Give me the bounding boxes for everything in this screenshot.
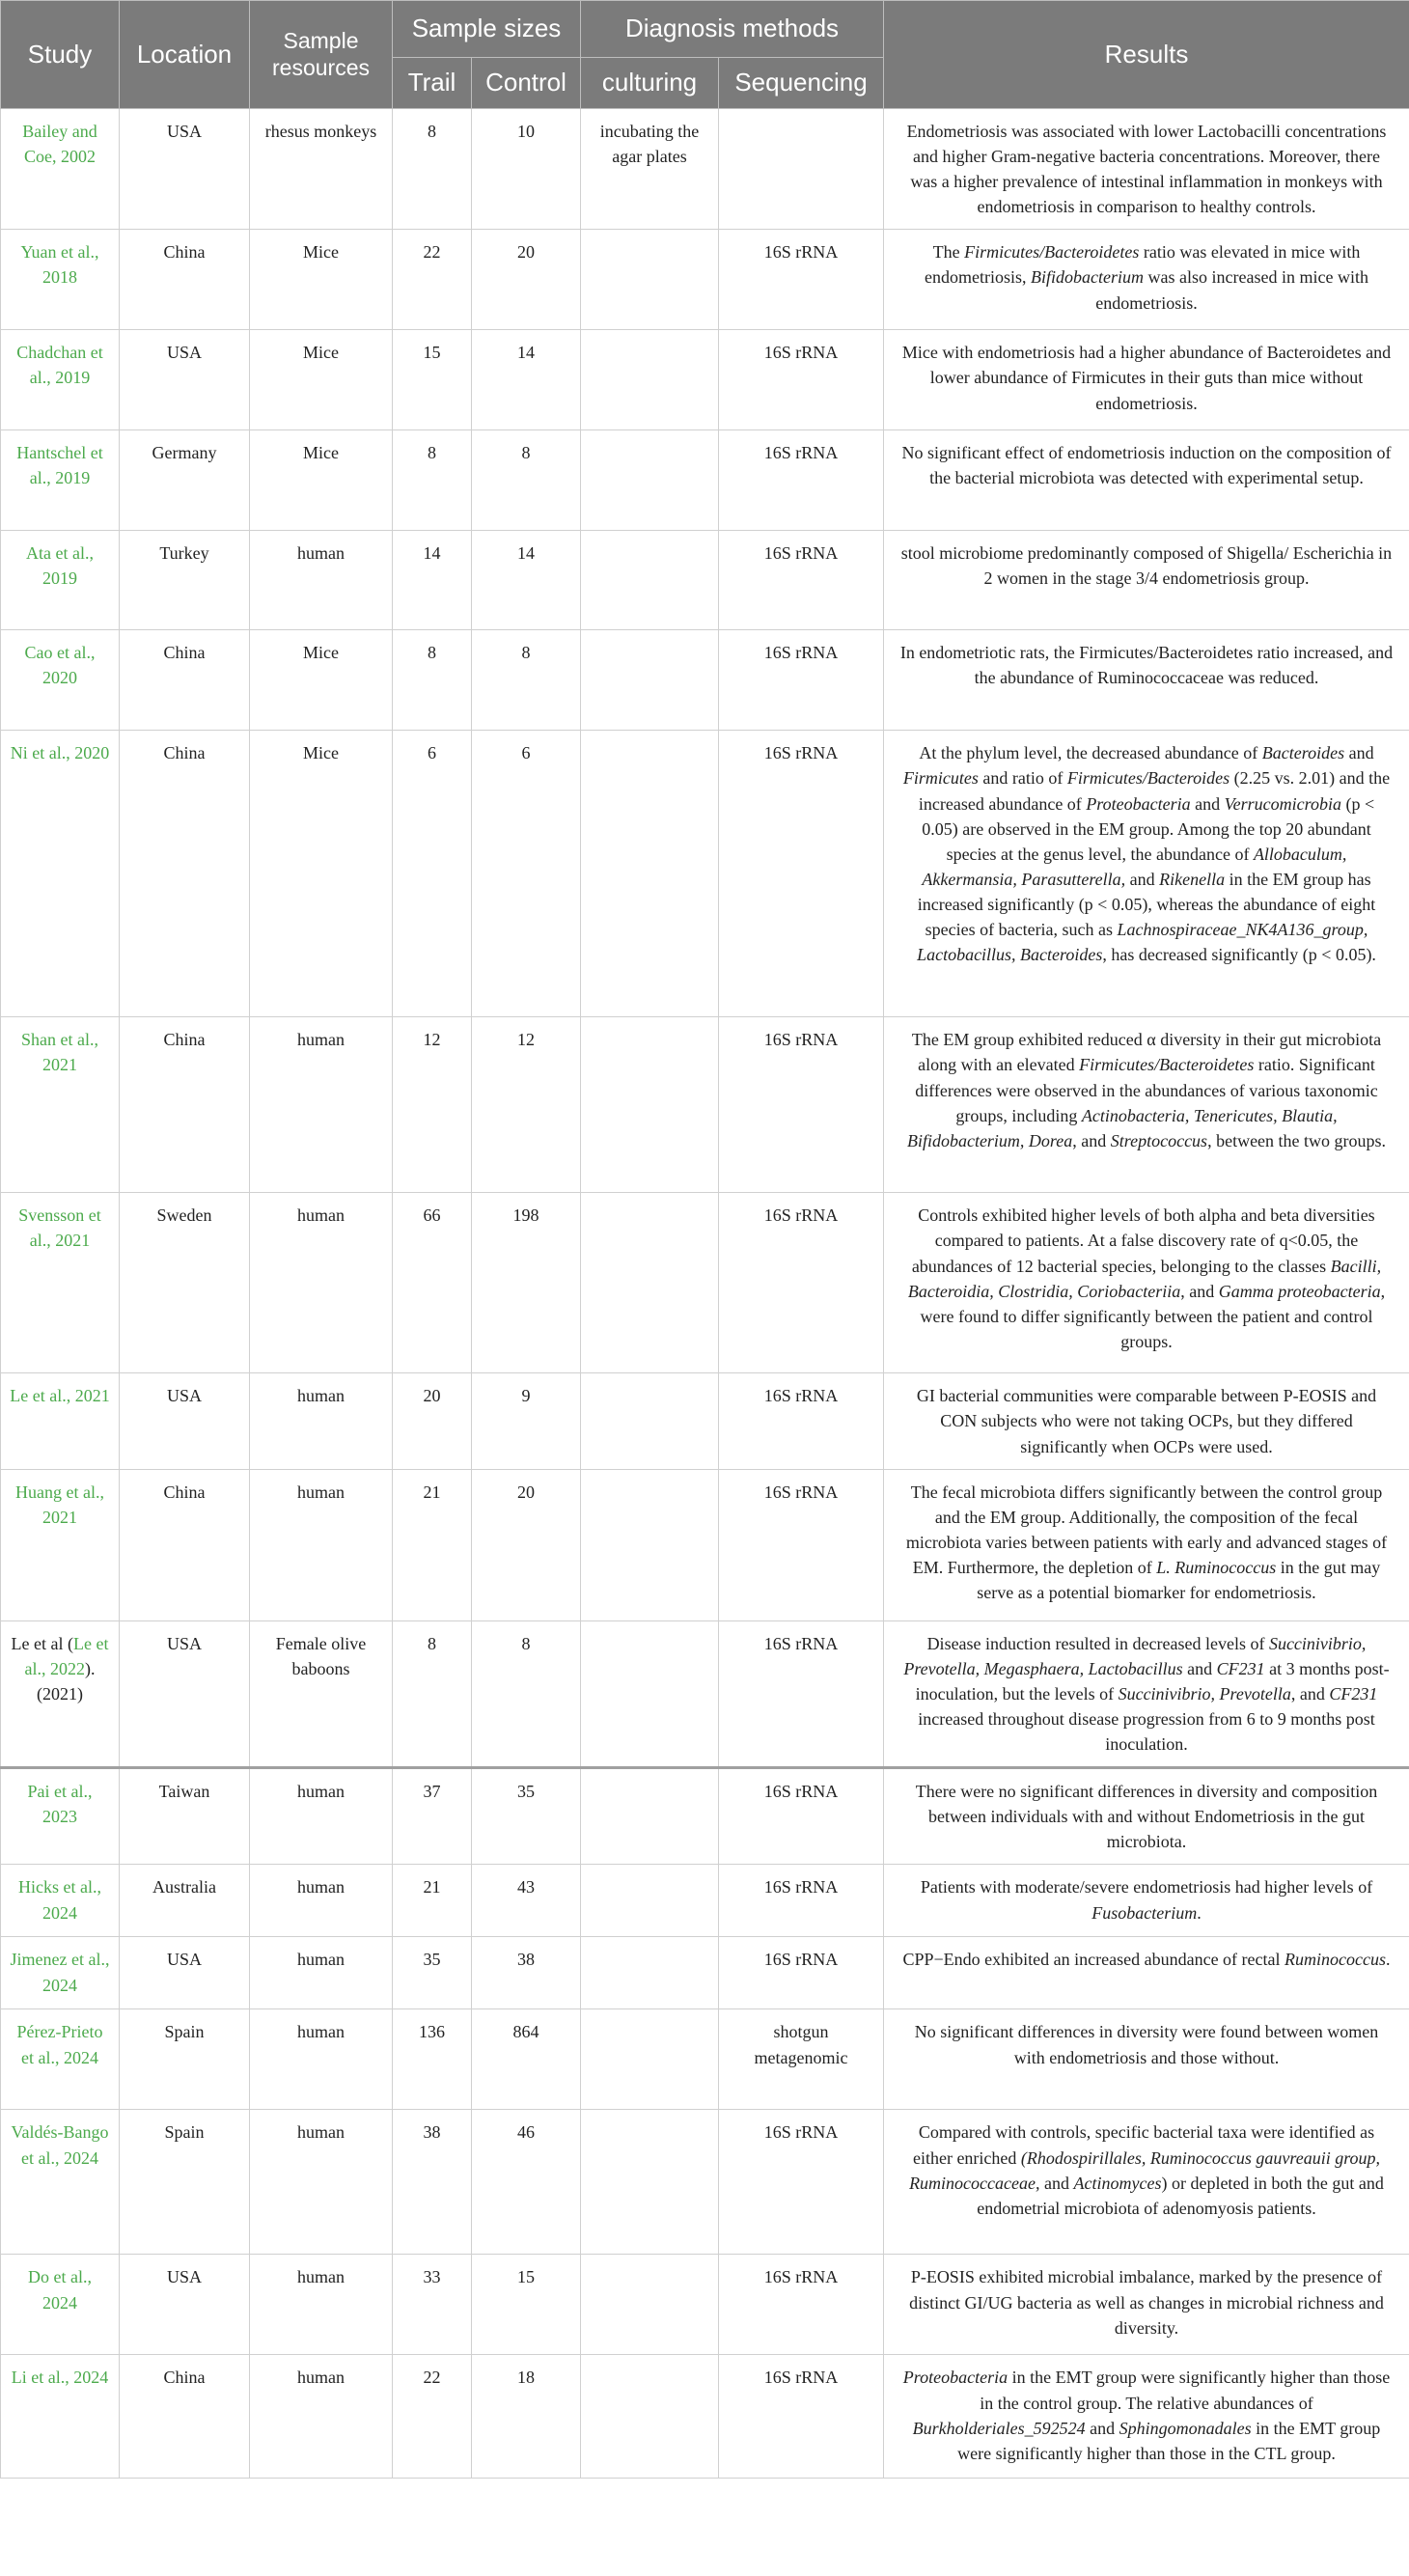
resource-cell: human [250,2009,393,2110]
table-row [1,1620,1409,1767]
resource-cell: human [250,1017,393,1193]
result-text: in the gut may serve as a potential biomarker for endometriosis. [977,1557,1381,1603]
result-text: At the phylum level, the decreased abundance of [919,743,1262,763]
result-text: , were found to differ significantly between the patient and control groups. [920,1281,1386,1351]
culturing-cell [581,1937,719,2009]
header-diagnosis-methods: Diagnosis methods [581,1,884,58]
resource-cell: human [250,1373,393,1469]
taxon-name: Burkholderiales_592524 [912,2418,1086,2438]
location-cell: Spain [120,2009,250,2110]
header-trail: Trail [393,58,472,109]
study-link[interactable]: Yuan et al., 2018 [1,230,120,330]
table-row [1,1937,1409,2009]
result-text: CPP−Endo exhibited an increased abundance of rectal [902,1950,1285,1970]
result-cell [884,1469,1409,1620]
header-sample-resources: Sample resources [250,1,393,109]
resource-cell: Female olive baboons [250,1620,393,1767]
result-cell: There were no significant differences in diversity and composition between individuals with and without Endometriosis in the gut microbiota. [884,1768,1409,1865]
trail-cell: 8 [393,630,472,731]
culturing-cell: incubating the agar plates [581,109,719,230]
control-cell: 10 [472,109,581,230]
result-text: Disease induction resulted in decreased levels of [926,1633,1269,1653]
location-cell: China [120,630,250,731]
culturing-cell [581,731,719,1017]
table-row [1,2110,1409,2255]
result-text: ratio was elevated in mice with endometriosis, [925,242,1361,288]
study-link[interactable]: Cao et al., 2020 [1,630,120,731]
taxon-name: Bacilli, Bacteroidia, Clostridia, Coriobacteriia [907,1256,1382,1301]
table-row [1,1373,1409,1469]
study-link[interactable]: Le et al., 2021 [1,1373,120,1469]
result-text: and [1182,1658,1217,1678]
result-text: The fecal microbiota differs significantly between the control group and the EM group. Additionally, the composition of the fecal microbiota varies between patients with early and advanced stages of EM. Furthermore, the depletion of [905,1482,1388,1577]
culturing-cell [581,2110,719,2255]
study-link[interactable]: Le et al., 2022 [24,1633,109,1678]
taxon-name: Proteobacteria [902,2368,1008,2388]
result-cell [884,1193,1409,1373]
table-row [1,430,1409,531]
result-text: ratio. Significant differences were observed in the abundances of various taxonomic groups, including [915,1055,1378,1125]
control-cell: 864 [472,2009,581,2110]
result-text: The EM group exhibited reduced α diversity in their gut microbiota along with an elevated [911,1030,1382,1075]
table-row [1,630,1409,731]
control-cell: 8 [472,630,581,731]
taxon-name: Firmicutes/Bacteroidetes [964,242,1140,263]
result-text: Patients with moderate/severe endometriosis had higher levels of [920,1877,1373,1897]
taxon-name: Rikenella [1159,869,1226,889]
table-row [1,1017,1409,1193]
trail-cell: 14 [393,531,472,630]
table-row [1,1865,1409,1937]
resource-cell: human [250,2110,393,2255]
study-link[interactable]: Hicks et al., 2024 [1,1865,120,1937]
study-link[interactable]: Huang et al., 2021 [1,1469,120,1620]
location-cell: Australia [120,1865,250,1937]
result-cell [884,2110,1409,2255]
trail-cell: 22 [393,2355,472,2479]
culturing-cell [581,430,719,531]
header-control: Control [472,58,581,109]
taxon-name: Succinivibrio, Prevotella [1118,1683,1291,1703]
taxon-name: Actinobacteria, Tenericutes, Blautia, Bifidobacterium, Dorea [906,1105,1338,1150]
trail-cell: 21 [393,1469,472,1620]
sequencing-cell: 16S rRNA [719,630,884,731]
sequencing-cell: 16S rRNA [719,1469,884,1620]
result-text: . [1197,1902,1202,1923]
culturing-cell [581,2255,719,2355]
study-link[interactable]: Valdés-Bango et al., 2024 [1,2110,120,2255]
culturing-cell [581,630,719,731]
trail-cell: 21 [393,1865,472,1937]
result-text: , between the two groups. [1207,1130,1387,1150]
study-link[interactable]: Jimenez et al., 2024 [1,1937,120,2009]
trail-cell: 15 [393,330,472,430]
result-text: and [1085,2418,1119,2438]
trail-cell: 35 [393,1937,472,2009]
taxon-name: (Rhodospirillales, Ruminococcus gauvreauii group, Ruminococcaceae, [909,2147,1381,2193]
table-row [1,1469,1409,1620]
header-culturing: culturing [581,58,719,109]
table-row [1,2355,1409,2479]
taxon-name: Streptococcus [1110,1130,1208,1150]
result-text: , and [1072,1130,1111,1150]
study-link[interactable]: Ni et al., 2020 [1,731,120,1017]
taxon-name: Verrucomicrobia [1224,793,1341,814]
table-row [1,531,1409,630]
study-cell [1,1620,120,1767]
trail-cell: 12 [393,1017,472,1193]
culturing-cell [581,1865,719,1937]
control-cell: 38 [472,1937,581,2009]
result-text: , and [1180,1281,1219,1301]
result-text: and [1190,793,1225,814]
result-text: The [932,242,965,263]
location-cell: USA [120,2255,250,2355]
taxon-name: Bacteroides [1261,743,1345,763]
sequencing-cell: 16S rRNA [719,731,884,1017]
trail-cell: 38 [393,2110,472,2255]
resource-cell: human [250,1193,393,1373]
result-text: and [1125,869,1160,889]
taxon-name: Succinivibrio, Prevotella, Megasphaera, Lactobacillus [903,1633,1367,1678]
result-cell: stool microbiome predominantly composed of Shigella/ Escherichia in 2 women in the stage 3/4 endometriosis group. [884,531,1409,630]
result-text: (p < 0.05) are observed in the EM group. Among the top 20 abundant species at the genus level, the abundance of [922,793,1375,864]
resource-cell: Mice [250,430,393,531]
study-link[interactable]: Do et al., 2024 [1,2255,120,2355]
result-text: in the EMT group were significantly higher than those in the CTL group. [957,2418,1381,2463]
header-study: Study [1,1,120,109]
result-cell: In endometriotic rats, the Firmicutes/Bacteroidetes ratio increased, and the abundance of Ruminococcaceae was reduced. [884,630,1409,731]
taxon-name: Firmicutes/Bacteroides [1066,768,1230,789]
table-row [1,1768,1409,1865]
resource-cell: human [250,1865,393,1937]
location-cell: Taiwan [120,1768,250,1865]
result-text: was also increased in mice with endometriosis. [1095,267,1368,313]
taxon-name: Ruminococcus [1285,1950,1386,1970]
result-text: Controls exhibited higher levels of both alpha and beta diversities compared to patients. At a false discovery rate of q<0.05, the abundances of 12 bacterial species, belonging to the classes [911,1205,1375,1276]
culturing-cell [581,230,719,330]
result-cell: P-EOSIS exhibited microbial imbalance, marked by the presence of distinct GI/UG bacteria as well as changes in microbial richness and diversity. [884,2255,1409,2355]
control-cell: 15 [472,2255,581,2355]
resource-cell: human [250,531,393,630]
trail-cell: 20 [393,1373,472,1469]
sequencing-cell: 16S rRNA [719,430,884,531]
result-text: and ratio of [978,768,1067,789]
culturing-cell [581,330,719,430]
location-cell: China [120,230,250,330]
sequencing-cell: 16S rRNA [719,1193,884,1373]
table-row [1,2255,1409,2355]
control-cell: 8 [472,1620,581,1767]
control-cell: 18 [472,2355,581,2479]
result-text: , and [1290,1683,1330,1703]
taxon-name: Gamma proteobacteria [1218,1281,1381,1301]
table-row [1,230,1409,330]
location-cell: USA [120,1620,250,1767]
result-text: . [1386,1950,1391,1970]
result-text: and [1039,2173,1074,2193]
study-link[interactable]: Ata et al., 2019 [1,531,120,630]
sequencing-cell: shotgun metagenomic [719,2009,884,2110]
location-cell: Spain [120,2110,250,2255]
result-cell: No significant effect of endometriosis induction on the composition of the bacterial microbiota was detected with experimental setup. [884,430,1409,531]
sequencing-cell: 16S rRNA [719,1017,884,1193]
result-cell [884,1865,1409,1937]
location-cell: China [120,731,250,1017]
taxon-name: Proteobacteria [1086,793,1191,814]
culturing-cell [581,531,719,630]
result-cell [884,230,1409,330]
location-cell: China [120,1469,250,1620]
sequencing-cell: 16S rRNA [719,1620,884,1767]
resource-cell: human [250,2255,393,2355]
sequencing-cell: 16S rRNA [719,1865,884,1937]
resource-cell: human [250,1469,393,1620]
culturing-cell [581,1373,719,1469]
location-cell: USA [120,109,250,230]
table-row [1,109,1409,230]
resource-cell: human [250,1937,393,2009]
location-cell: Turkey [120,531,250,630]
taxon-name: Actinomyces [1073,2173,1162,2193]
study-link[interactable]: Pai et al., 2023 [1,1768,120,1865]
study-link[interactable]: Chadchan et al., 2019 [1,330,120,430]
study-link[interactable]: Svensson et al., 2021 [1,1193,120,1373]
result-cell: GI bacterial communities were comparable between P-EOSIS and CON subjects who were not taking OCPs, but they differed significantly when OCPs were used. [884,1373,1409,1469]
study-link[interactable]: Li et al., 2024 [1,2355,120,2479]
culturing-cell [581,1017,719,1193]
study-link[interactable]: Bailey and Coe, 2002 [1,109,120,230]
table-row [1,1193,1409,1373]
culturing-cell [581,2355,719,2479]
taxon-name: Lachnospiraceae_NK4A136_group, Lactobacillus, Bacteroides [917,920,1368,965]
sequencing-cell: 16S rRNA [719,531,884,630]
control-cell: 14 [472,330,581,430]
header-sequencing: Sequencing [719,58,884,109]
result-cell [884,1937,1409,2009]
control-cell: 20 [472,1469,581,1620]
result-cell [884,1620,1409,1767]
resource-cell: Mice [250,630,393,731]
trail-cell: 136 [393,2009,472,2110]
location-cell: USA [120,1937,250,2009]
trail-cell: 66 [393,1193,472,1373]
study-prefix: Le et al ( [11,1633,73,1653]
taxon-name: Allobaculum, Akkermansia, Parasutterella, [922,844,1347,889]
header-location: Location [120,1,250,109]
sequencing-cell [719,109,884,230]
resource-cell: human [250,1768,393,1865]
resource-cell: rhesus monkeys [250,109,393,230]
taxon-name: Fusobacterium [1091,1902,1198,1923]
control-cell: 12 [472,1017,581,1193]
result-cell [884,731,1409,1017]
table-row [1,2009,1409,2110]
result-cell: No significant differences in diversity were found between women with endometriosis and those without. [884,2009,1409,2110]
location-cell: China [120,2355,250,2479]
table-row [1,731,1409,1017]
trail-cell: 37 [393,1768,472,1865]
trail-cell: 33 [393,2255,472,2355]
culturing-cell [581,2009,719,2110]
culturing-cell [581,1768,719,1865]
header-sample-sizes: Sample sizes [393,1,581,58]
control-cell: 198 [472,1193,581,1373]
taxon-name: Firmicutes/Bacteroidetes [1079,1055,1255,1075]
location-cell: USA [120,330,250,430]
location-cell: Germany [120,430,250,531]
study-link[interactable]: Pérez-Prieto et al., 2024 [1,2009,120,2110]
result-cell: Endometriosis was associated with lower Lactobacilli concentrations and higher Gram-negative bacteria concentrations. Moreover, there was a higher prevalence of intestinal inflammation in monkeys with endometriosis in comparison to healthy controls. [884,109,1409,230]
taxon-name: Bifidobacterium [1031,267,1145,288]
culturing-cell [581,1469,719,1620]
trail-cell: 8 [393,1620,472,1767]
taxon-name: Firmicutes [902,768,979,789]
culturing-cell [581,1620,719,1767]
sequencing-cell: 16S rRNA [719,1768,884,1865]
result-text: increased throughout disease progression from 6 to 9 months post inoculation. [918,1708,1375,1755]
taxon-name: L. Ruminococcus [1156,1557,1277,1577]
location-cell: USA [120,1373,250,1469]
control-cell: 43 [472,1865,581,1937]
resource-cell: Mice [250,330,393,430]
location-cell: Sweden [120,1193,250,1373]
resource-cell: Mice [250,731,393,1017]
control-cell: 14 [472,531,581,630]
control-cell: 20 [472,230,581,330]
control-cell: 8 [472,430,581,531]
control-cell: 6 [472,731,581,1017]
result-text: Compared with controls, specific bacterial taxa were identified as either enriched [912,2122,1375,2168]
result-text: at 3 months post-inoculation, but the levels of [915,1658,1390,1703]
taxon-name: CF231 [1329,1683,1378,1703]
resource-cell: Mice [250,230,393,330]
study-link[interactable]: Shan et al., 2021 [1,1017,120,1193]
sequencing-cell: 16S rRNA [719,2355,884,2479]
trail-cell: 22 [393,230,472,330]
result-text: , has decreased significantly (p < 0.05). [1102,945,1376,965]
trail-cell: 6 [393,731,472,1017]
taxon-name: CF231 [1216,1658,1265,1678]
culturing-cell [581,1193,719,1373]
taxon-name: Sphingomonadales [1119,2418,1252,2438]
sequencing-cell: 16S rRNA [719,1937,884,2009]
result-text: (2.25 vs. 2.01) and the increased abundance of [918,768,1391,814]
sequencing-cell: 16S rRNA [719,1373,884,1469]
control-cell: 9 [472,1373,581,1469]
result-text: ) or depleted in both the gut and endometrial microbiota of adenomyosis patients. [977,2173,1384,2218]
study-link[interactable]: Hantschel et al., 2019 [1,430,120,531]
trail-cell: 8 [393,109,472,230]
sequencing-cell: 16S rRNA [719,2255,884,2355]
result-text: in the EMT group were significantly higher than those in the control group. The relative abundances of [980,2368,1391,2413]
result-cell [884,2355,1409,2479]
table-row [1,330,1409,430]
result-text: in the EM group has increased significantly (p < 0.05), whereas the abundance of eight species of bacteria, such as [917,869,1376,940]
result-cell [884,1017,1409,1193]
result-cell: Mice with endometriosis had a higher abundance of Bacteroidetes and lower abundance of Firmicutes in their guts than mice without endometriosis. [884,330,1409,430]
resource-cell: human [250,2355,393,2479]
location-cell: China [120,1017,250,1193]
sequencing-cell: 16S rRNA [719,230,884,330]
sequencing-cell: 16S rRNA [719,2110,884,2255]
header-results: Results [884,1,1409,109]
trail-cell: 8 [393,430,472,531]
study-suffix: ). (2021) [37,1658,96,1703]
control-cell: 46 [472,2110,581,2255]
control-cell: 35 [472,1768,581,1865]
sequencing-cell: 16S rRNA [719,330,884,430]
result-text: and [1344,743,1374,763]
